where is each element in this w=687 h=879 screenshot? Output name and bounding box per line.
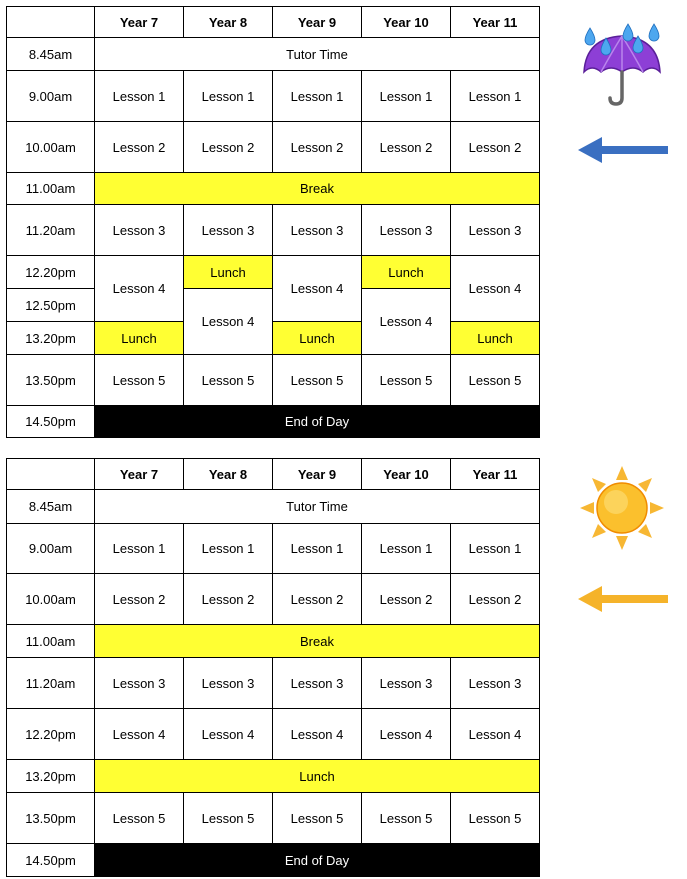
table-row — [7, 355, 540, 406]
lesson-cell: Lesson 3 — [273, 205, 362, 256]
table-row — [7, 844, 540, 877]
arrow-left-blue-icon — [576, 135, 670, 165]
lesson-cell: Lesson 5 — [362, 355, 451, 406]
corner-cell — [7, 7, 95, 38]
lunch-cell: Lunch — [362, 256, 451, 289]
lesson-cell: Lesson 5 — [451, 793, 540, 844]
time-cell: 13.20pm — [7, 760, 95, 793]
lunch-cell: Lunch — [273, 322, 362, 355]
break-cell: Break — [95, 625, 540, 658]
header-year-9: Year 9 — [273, 7, 362, 38]
time-cell: 13.50pm — [7, 355, 95, 406]
lesson-cell: Lesson 4 — [95, 709, 184, 760]
table-row — [7, 122, 540, 173]
lesson-cell: Lesson 4 — [451, 709, 540, 760]
time-cell: 10.00am — [7, 574, 95, 625]
lesson-cell: Lesson 3 — [273, 658, 362, 709]
time-cell: 9.00am — [7, 71, 95, 122]
table-row — [7, 524, 540, 574]
lesson-cell: Lesson 2 — [184, 122, 273, 173]
sun-icon — [578, 464, 666, 552]
lesson-cell: Lesson 3 — [362, 658, 451, 709]
table-row — [7, 574, 540, 625]
time-cell: 12.50pm — [7, 289, 95, 322]
lesson-cell: Lesson 2 — [451, 122, 540, 173]
table-row — [7, 760, 540, 793]
umbrella-with-rain-icon — [578, 22, 666, 108]
lesson-cell: Lesson 4 — [451, 256, 540, 322]
time-cell: 11.00am — [7, 625, 95, 658]
dry-weather-timetable — [6, 458, 540, 877]
lesson-cell: Lesson 2 — [273, 122, 362, 173]
time-cell: 12.20pm — [7, 709, 95, 760]
lesson-cell: Lesson 2 — [362, 122, 451, 173]
lunch-cell: Lunch — [184, 256, 273, 289]
lesson-cell: Lesson 5 — [95, 355, 184, 406]
lesson-cell: Lesson 4 — [184, 289, 273, 355]
time-cell: 8.45am — [7, 490, 95, 524]
tutor-time-cell: Tutor Time — [95, 490, 540, 524]
lesson-cell: Lesson 1 — [362, 524, 451, 574]
table-row — [7, 205, 540, 256]
lesson-cell: Lesson 2 — [95, 574, 184, 625]
time-cell: 11.20am — [7, 658, 95, 709]
time-cell: 11.20am — [7, 205, 95, 256]
time-cell: 13.20pm — [7, 322, 95, 355]
header-year-10: Year 10 — [362, 459, 451, 490]
table-row — [7, 173, 540, 205]
lesson-cell: Lesson 3 — [184, 658, 273, 709]
table-row — [7, 71, 540, 122]
lesson-cell: Lesson 3 — [95, 205, 184, 256]
lesson-cell: Lesson 2 — [451, 574, 540, 625]
lesson-cell: Lesson 5 — [451, 355, 540, 406]
header-year-7: Year 7 — [95, 459, 184, 490]
header-year-9: Year 9 — [273, 459, 362, 490]
time-cell: 11.00am — [7, 173, 95, 205]
header-year-11: Year 11 — [451, 7, 540, 38]
lesson-cell: Lesson 4 — [362, 709, 451, 760]
table-row — [7, 322, 540, 355]
lesson-cell: Lesson 5 — [273, 355, 362, 406]
end-of-day-cell: End of Day — [95, 844, 540, 877]
time-cell: 14.50pm — [7, 844, 95, 877]
lesson-cell: Lesson 2 — [184, 574, 273, 625]
table-row — [7, 406, 540, 438]
break-cell: Break — [95, 173, 540, 205]
lesson-cell: Lesson 1 — [273, 71, 362, 122]
table-row — [7, 658, 540, 709]
lesson-cell: Lesson 1 — [451, 524, 540, 574]
table-row — [7, 709, 540, 760]
lesson-cell: Lesson 1 — [184, 71, 273, 122]
lesson-cell: Lesson 3 — [184, 205, 273, 256]
lesson-cell: Lesson 1 — [362, 71, 451, 122]
corner-cell — [7, 459, 95, 490]
time-cell: 12.20pm — [7, 256, 95, 289]
lesson-cell: Lesson 1 — [451, 71, 540, 122]
lesson-cell: Lesson 4 — [362, 289, 451, 355]
header-year-8: Year 8 — [184, 459, 273, 490]
lesson-cell: Lesson 2 — [95, 122, 184, 173]
time-cell: 13.50pm — [7, 793, 95, 844]
time-cell: 14.50pm — [7, 406, 95, 438]
lesson-cell: Lesson 4 — [273, 709, 362, 760]
lesson-cell: Lesson 3 — [362, 205, 451, 256]
table-row — [7, 38, 540, 71]
header-year-7: Year 7 — [95, 7, 184, 38]
lesson-cell: Lesson 5 — [184, 355, 273, 406]
time-cell: 10.00am — [7, 122, 95, 173]
tutor-time-cell: Tutor Time — [95, 38, 540, 71]
lesson-cell: Lesson 1 — [184, 524, 273, 574]
lesson-cell: Lesson 1 — [273, 524, 362, 574]
header-row — [7, 459, 540, 490]
lesson-cell: Lesson 4 — [273, 256, 362, 322]
lesson-cell: Lesson 5 — [273, 793, 362, 844]
lunch-cell: Lunch — [95, 322, 184, 355]
lesson-cell: Lesson 3 — [451, 658, 540, 709]
lesson-cell: Lesson 5 — [184, 793, 273, 844]
table-row — [7, 490, 540, 524]
table-row — [7, 793, 540, 844]
lesson-cell: Lesson 5 — [95, 793, 184, 844]
table-row — [7, 625, 540, 658]
lunch-cell: Lunch — [95, 760, 540, 793]
header-year-8: Year 8 — [184, 7, 273, 38]
lesson-cell: Lesson 2 — [273, 574, 362, 625]
lesson-cell: Lesson 1 — [95, 524, 184, 574]
header-year-10: Year 10 — [362, 7, 451, 38]
end-of-day-cell: End of Day — [95, 406, 540, 438]
lesson-cell: Lesson 2 — [362, 574, 451, 625]
arrow-left-orange-icon — [576, 584, 670, 614]
table-row — [7, 256, 540, 289]
lesson-cell: Lesson 3 — [95, 658, 184, 709]
lesson-cell: Lesson 3 — [451, 205, 540, 256]
lesson-cell: Lesson 1 — [95, 71, 184, 122]
header-row — [7, 7, 540, 38]
header-year-11: Year 11 — [451, 459, 540, 490]
wet-weather-timetable — [6, 6, 540, 438]
lunch-cell: Lunch — [451, 322, 540, 355]
lesson-cell: Lesson 4 — [95, 256, 184, 322]
lesson-cell: Lesson 5 — [362, 793, 451, 844]
time-cell: 9.00am — [7, 524, 95, 574]
lesson-cell: Lesson 4 — [184, 709, 273, 760]
time-cell: 8.45am — [7, 38, 95, 71]
